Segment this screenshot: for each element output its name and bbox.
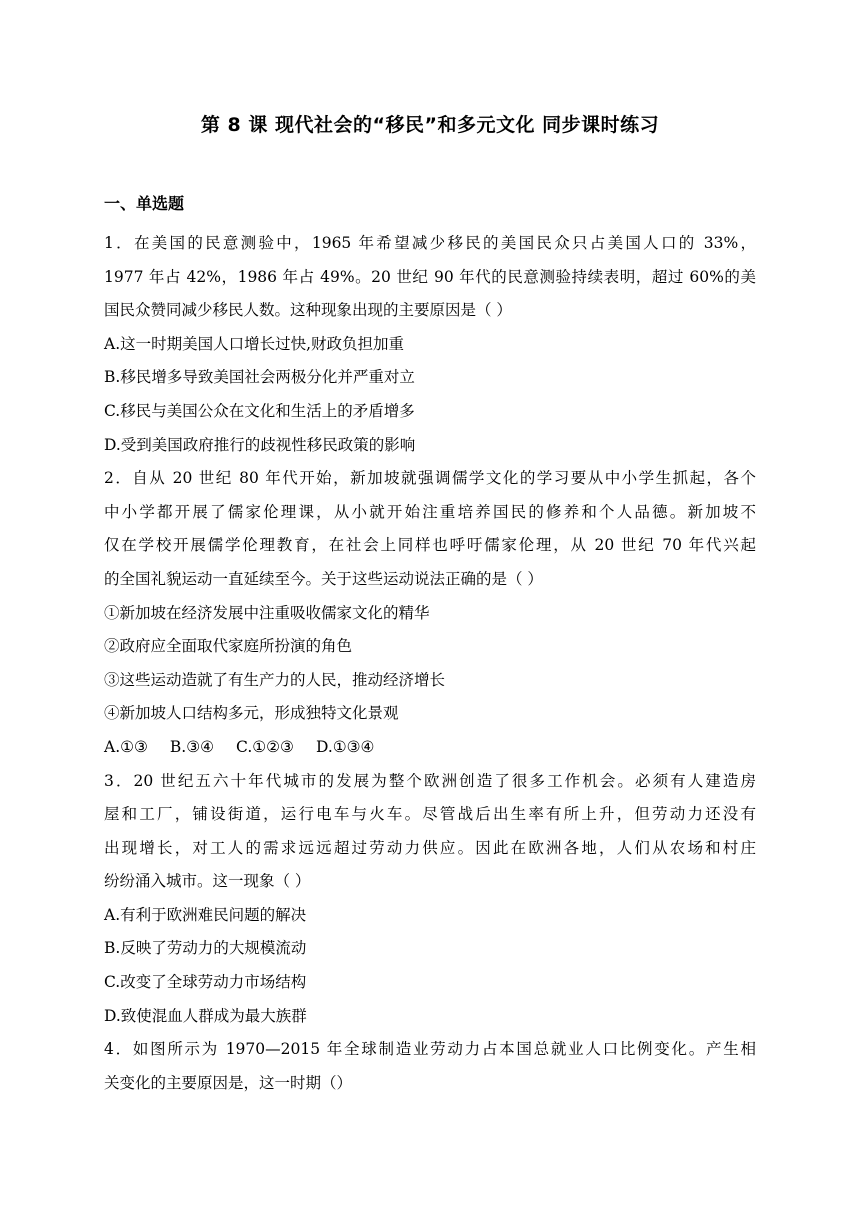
statement-4: ④新加坡人口结构多元，形成独特文化景观: [104, 704, 399, 723]
question-2: [104, 462, 756, 764]
page-title: 第 8 课 现代社会的“移民”和多元文化 同步课时练习: [200, 114, 660, 136]
question-stem-line: 纷纷涌入城市。这一现象（ ）: [104, 872, 311, 891]
option-b: B.③④: [169, 737, 215, 756]
option-a: A.这一时期美国人口增长过快,财政负担加重: [104, 334, 405, 353]
statement-2: ②政府应全面取代家庭所扮演的角色: [104, 637, 353, 656]
statement-3: ③这些运动造就了有生产力的人民，推动经济增长: [104, 670, 446, 689]
option-b: B.移民增多导致美国社会两极分化并严重对立: [104, 368, 415, 387]
option-d: D.①③④: [315, 737, 375, 756]
option-a: A.①③: [104, 737, 148, 756]
section-heading: 一、单选题: [104, 194, 185, 213]
question-stem-line: 3．20 世纪五六十年代城市的发展为整个欧洲创造了很多工作机会。必须有人建造房: [104, 771, 756, 790]
question-1: [104, 227, 756, 462]
option-c: C.①②③: [236, 737, 294, 756]
option-d: D.受到美国政府推行的歧视性移民政策的影响: [104, 435, 416, 454]
question-4: [104, 1033, 756, 1100]
question-stem-line: 中小学都开展了儒家伦理课，从小就开始注重培养国民的修养和个人品德。新加坡不: [104, 502, 756, 521]
option-d: D.致使混血人群成为最大族群: [104, 1006, 307, 1025]
question-list: [104, 227, 756, 1100]
question-stem-line: 出现增长，对工人的需求远远超过劳动力供应。因此在欧洲各地，人们从农场和村庄: [104, 838, 756, 857]
question-stem-line: 1．在美国的民意测验中，1965 年希望减少移民的美国民众只占美国人口的 33%，: [104, 234, 756, 252]
option-c: C.移民与美国公众在文化和生活上的矛盾增多: [104, 401, 415, 420]
question-stem-line: 的全国礼貌运动一直延续至今。关于这些运动说法正确的是（ ）: [104, 569, 543, 588]
question-stem-line: 关变化的主要原因是，这一时期（）: [104, 1073, 353, 1092]
question-3: [104, 765, 756, 1034]
option-a: A.有利于欧洲难民问题的解决: [104, 905, 307, 924]
question-stem-line: 国民众赞同减少移民人数。这种现象出现的主要原因是（ ）: [104, 301, 512, 320]
question-stem-line: 仅在学校开展儒学伦理教育，在社会上同样也呼吁儒家伦理，从 20 世纪 70 年代兴起: [104, 536, 756, 555]
option-row: [104, 731, 756, 765]
question-stem-line: 屋和工厂，铺设街道，运行电车与火车。尽管战后出生率有所上升，但劳动力还没有: [104, 805, 756, 824]
statement-1: ①新加坡在经济发展中注重吸收儒家文化的精华: [104, 603, 430, 622]
question-stem-line: 4．如图所示为 1970—2015 年全球制造业劳动力占本国总就业人口比例变化。产生相: [104, 1040, 756, 1059]
option-c: C.改变了全球劳动力市场结构: [104, 973, 307, 992]
question-stem-line: 1977 年占 42%，1986 年占 49%。20 世纪 90 年代的民意测验持续表明，超过 60%的美: [104, 267, 756, 286]
option-b: B.反映了劳动力的大规模流动: [104, 939, 307, 958]
question-stem-line: 2．自从 20 世纪 80 年代开始，新加坡就强调儒学文化的学习要从中小学生抓起，各个: [104, 469, 756, 488]
